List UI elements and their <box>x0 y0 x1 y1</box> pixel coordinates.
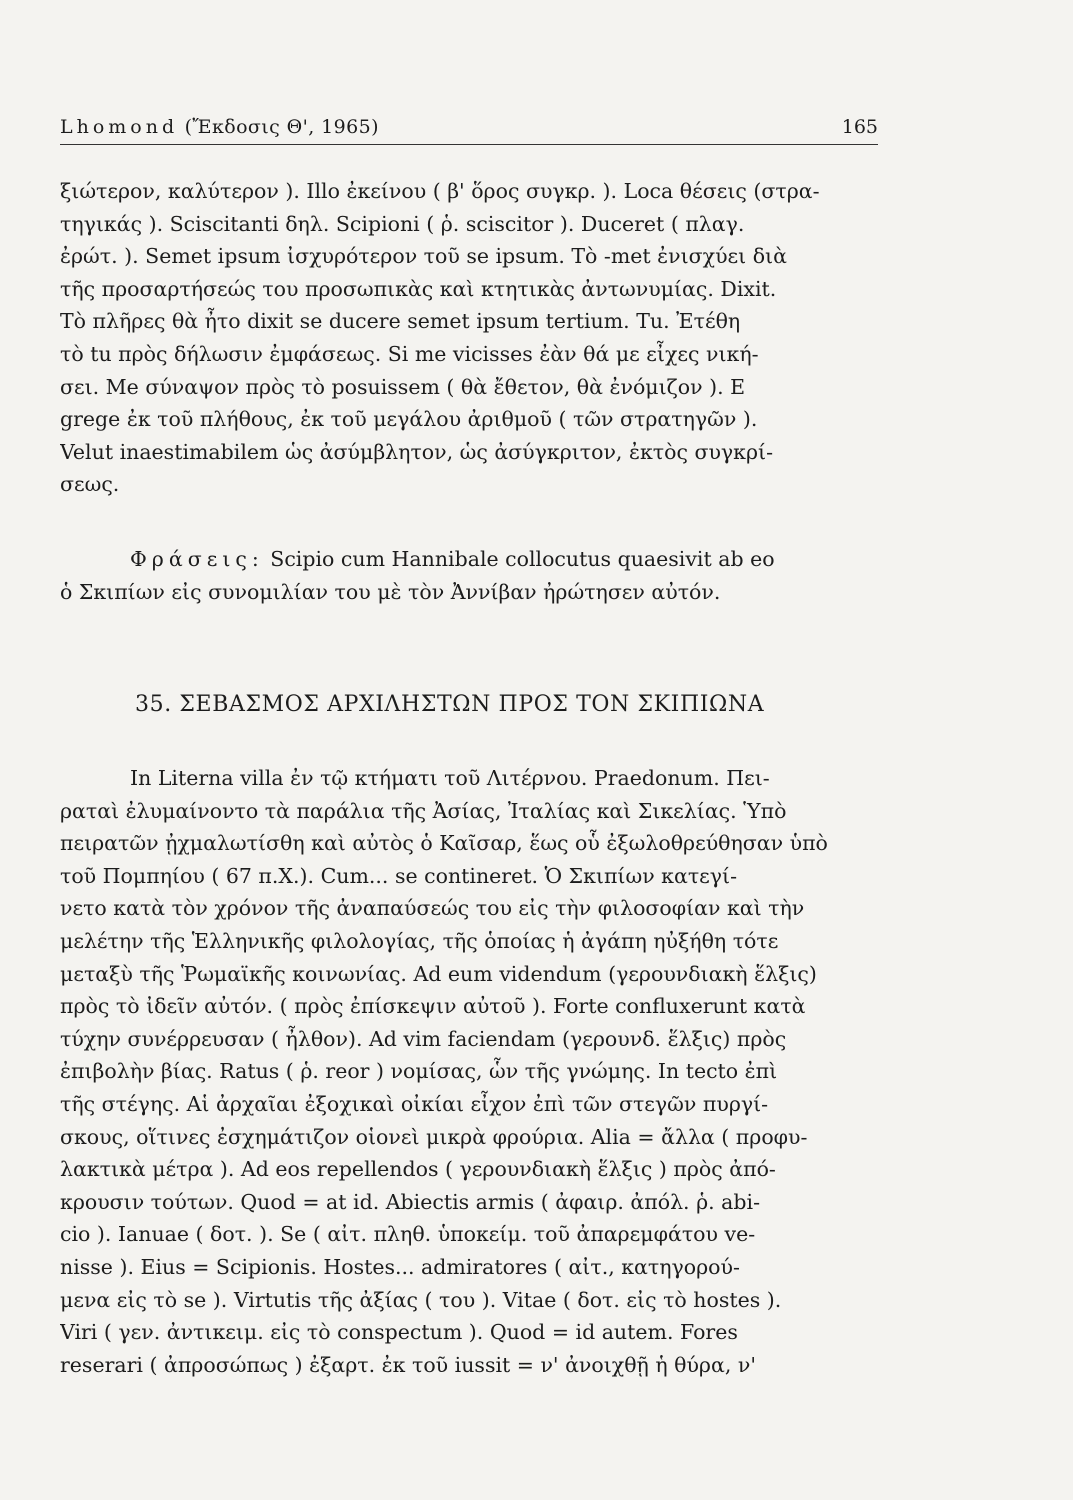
text-line: nisse ). Eius = Scipionis. Hostes... admiratores ( αἰτ., κατηγορού- <box>60 1254 740 1279</box>
phrases-line-1 <box>60 543 900 576</box>
text-line: τῆς στέγης. Αἱ ἀρχαῖαι ἐξοχικαὶ οἰκίαι εἶχον ἐπὶ τῶν στεγῶν πυργί- <box>60 1091 769 1116</box>
page-number: 165 <box>841 116 878 138</box>
text-line: λακτικὰ μέτρα ). Ad eos repellendos ( γερουνδιακὴ ἕλξις ) πρὸς ἀπό- <box>60 1157 776 1182</box>
text-line: μενα εἰς τὸ se ). Virtutis τῆς ἀξίας ( του ). Vitae ( δοτ. εἰς τὸ hostes ). <box>60 1287 782 1312</box>
section-heading: 35. ΣΕΒΑΣΜΟΣ ΑΡΧΙΛΗΣΤΩΝ ΠΡΟΣ ΤΟΝ ΣΚΙΠΙΩΝΑ <box>135 692 765 717</box>
text-line: μεταξὺ τῆς Ῥωμαϊκῆς κοινωνίας. Ad eum videndum (γερουνδιακὴ ἕλξις) <box>60 961 817 986</box>
text-line: σεως. <box>60 472 120 497</box>
text-line: ἐπιβολὴν βίας. Ratus ( ῥ. reor ) νομίσας, ὧν τῆς γνώμης. In tecto ἐπὶ <box>60 1059 778 1084</box>
text-line: In Literna villa ἐν τῷ κτήματι τοῦ Λιτέρνου. Praedonum. Πει- <box>130 766 770 790</box>
text-line: Τὸ πλῆρες θὰ ἦτο dixit se ducere semet ipsum tertium. Tu. Ἐτέθη <box>60 309 741 334</box>
text-line: νετο κατὰ τὸν χρόνον τῆς ἀναπαύσεώς του εἰς τὴν φιλοσοφίαν καὶ τὴν <box>60 896 805 921</box>
text-line: Velut inaestimabilem ὡς ἀσύμβλητον, ὡς ἀσύγκριτον, ἐκτὸς συγκρί- <box>60 439 773 464</box>
text-line: Viri ( γεν. ἀντικειμ. εἰς τὸ conspectum ). Quod = id autem. Fores <box>60 1320 738 1345</box>
notes-paragraph-1 <box>60 175 900 501</box>
text-line: ξιώτερον, καλύτερον ). Illo ἐκείνου ( β' ὅρος συγκρ. ). Loca θέσεις (στρα- <box>60 179 820 203</box>
text-line: κρουσιν τούτων. Quod = at id. Abiectis armis ( ἀφαιρ. ἀπόλ. ῥ. abi- <box>60 1189 761 1214</box>
text-line: ραταὶ ἐλυμαίνοντο τὰ παράλια τῆς Ἀσίας, Ἰταλίας καὶ Σικελίας. Ὑπὸ <box>60 798 787 823</box>
text-line: πειρατῶν ᾐχμαλωτίσθη καὶ αὐτὸς ὁ Καῖσαρ, ἕως οὗ ἐξωλοθρεύθησαν ὑπὸ <box>60 831 828 856</box>
phrases-paragraph <box>60 543 900 608</box>
text-line: τῆς προσαρτήσεώς του προσωπικὰς καὶ κτητικὰς ἀντωνυμίας. Dixit. <box>60 276 777 301</box>
text-line: τοῦ Πομπηίου ( 67 π.Χ.). Cum... se contineret. Ὁ Σκιπίων κατεγί- <box>60 863 738 888</box>
text-line: τύχην συνέρρευσαν ( ἦλθον). Ad vim faciendam (γερουνδ. ἕλξις) πρὸς <box>60 1026 787 1051</box>
header-edition: (Ἔκδοσις Θ', 1965) <box>184 116 379 138</box>
page-header <box>60 112 878 145</box>
text-line: grege ἐκ τοῦ πλήθους, ἐκ τοῦ μεγάλου ἀριθμοῦ ( τῶν στρατηγῶν ). <box>60 407 758 432</box>
text-line: reserari ( ἀπροσώπως ) ἐξαρτ. ἐκ τοῦ iussit = ν' ἀνοιχθῇ ἡ θύρα, ν' <box>60 1352 756 1377</box>
text-line: ἐρώτ. ). Semet ipsum ἰσχυρότερον τοῦ se ipsum. Τὸ -met ἐνισχύει διὰ <box>60 244 787 269</box>
text-line: τὸ tu πρὸς δήλωσιν ἐμφάσεως. Si me vicisses ἐὰν θά με εἶχες νική- <box>60 341 759 366</box>
text-line: μελέτην τῆς Ἑλληνικῆς φιλολογίας, τῆς ὁποίας ἡ ἀγάπη ηὐξήθη τότε <box>60 928 779 953</box>
text-line: σει. Me σύναψον πρὸς τὸ posuissem ( θὰ ἔθετον, θὰ ἐνόμιζον ). E <box>60 374 746 399</box>
phrases-label: Φράσεις: <box>130 547 264 571</box>
text-line: σκους, οἵτινες ἐσχημάτιζον οἱονεὶ μικρὰ φρούρια. Alia = ἄλλα ( προφυ- <box>60 1124 808 1149</box>
phrases-line-2: ὁ Σκιπίων εἰς συνομιλίαν του μὲ τὸν Ἀννίβαν ἠρώτησεν αὐτόν. <box>60 579 721 604</box>
running-head <box>60 112 379 142</box>
text-line: τηγικάς ). Sciscitanti δηλ. Scipioni ( ῥ. sciscitor ). Duceret ( πλαγ. <box>60 211 745 236</box>
notes-paragraph-35 <box>60 762 900 1381</box>
header-author: Lhomond <box>60 116 179 138</box>
text-line: πρὸς τὸ ἰδεῖν αὐτόν. ( πρὸς ἐπίσκεψιν αὐτοῦ ). Forte confluxerunt κατὰ <box>60 994 806 1019</box>
text-line: cio ). Ianuae ( δοτ. ). Se ( αἰτ. πληθ. ὑποκείμ. τοῦ ἀπαρεμφάτου ve- <box>60 1222 756 1247</box>
phrases-latin: Scipio cum Hannibale collocutus quaesivit ab eo <box>270 547 775 571</box>
